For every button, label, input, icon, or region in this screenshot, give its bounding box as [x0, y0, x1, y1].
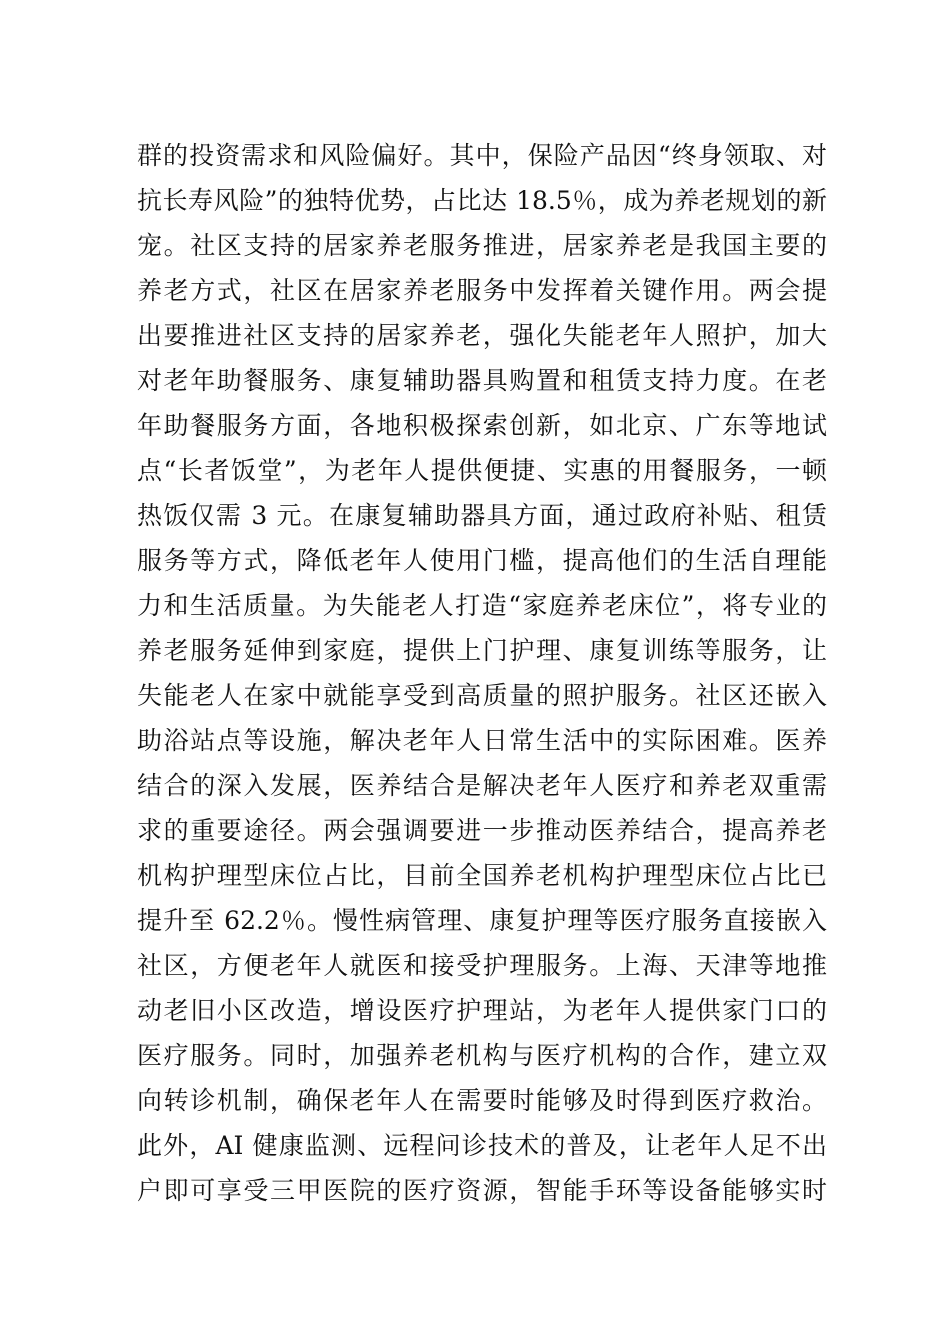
- text-line: 户即可享受三甲医院的医疗资源，智能手环等设备能够实时: [137, 1176, 827, 1205]
- text-line: 结合的深入发展，医养结合是解决老年人医疗和养老双重需: [137, 771, 827, 800]
- text-line: 助浴站点等设施，解决老年人日常生活中的实际困难。医养: [137, 726, 827, 755]
- text-line: 年助餐服务方面，各地积极探索创新，如北京、广东等地试: [137, 411, 827, 440]
- text-line: 出要推进社区支持的居家养老，强化失能老年人照护，加大: [137, 321, 827, 350]
- text-line: 社区，方便老年人就医和接受护理服务。上海、天津等地推: [137, 951, 827, 980]
- text-line: 求的重要途径。两会强调要进一步推动医养结合，提高养老: [137, 816, 827, 845]
- body-text: [137, 133, 827, 1213]
- text-line: 力和生活质量。为失能老人打造“家庭养老床位”，将专业的: [137, 591, 827, 620]
- text-line: 机构护理型床位占比，目前全国养老机构护理型床位占比已: [137, 861, 827, 890]
- text-line: 抗长寿风险”的独特优势，占比达 18.5％，成为养老规划的新: [137, 186, 827, 215]
- text-line: 点“长者饭堂”，为老年人提供便捷、实惠的用餐服务，一顿: [137, 456, 827, 485]
- text-line: 动老旧小区改造，增设医疗护理站，为老年人提供家门口的: [137, 996, 827, 1025]
- text-line: 对老年助餐服务、康复辅助器具购置和租赁支持力度。在老: [137, 366, 827, 395]
- text-line: 养老方式，社区在居家养老服务中发挥着关键作用。两会提: [137, 276, 827, 305]
- text-line: 向转诊机制，确保老年人在需要时能够及时得到医疗救治。: [137, 1086, 827, 1115]
- text-line: 医疗服务。同时，加强养老机构与医疗机构的合作，建立双: [137, 1041, 827, 1070]
- text-line: 养老服务延伸到家庭，提供上门护理、康复训练等服务，让: [137, 636, 827, 665]
- text-line: 此外，AI 健康监测、远程问诊技术的普及，让老年人足不出: [137, 1131, 827, 1160]
- text-line: 宠。社区支持的居家养老服务推进，居家养老是我国主要的: [137, 231, 827, 260]
- text-line: 提升至 62.2％。慢性病管理、康复护理等医疗服务直接嵌入: [137, 906, 827, 935]
- text-line: 热饭仅需 3 元。在康复辅助器具方面，通过政府补贴、租赁: [137, 501, 827, 530]
- text-line: 群的投资需求和风险偏好。其中，保险产品因“终身领取、对: [137, 141, 827, 170]
- text-line: 失能老人在家中就能享受到高质量的照护服务。社区还嵌入: [137, 681, 827, 710]
- text-line: 服务等方式，降低老年人使用门槛，提高他们的生活自理能: [137, 546, 827, 575]
